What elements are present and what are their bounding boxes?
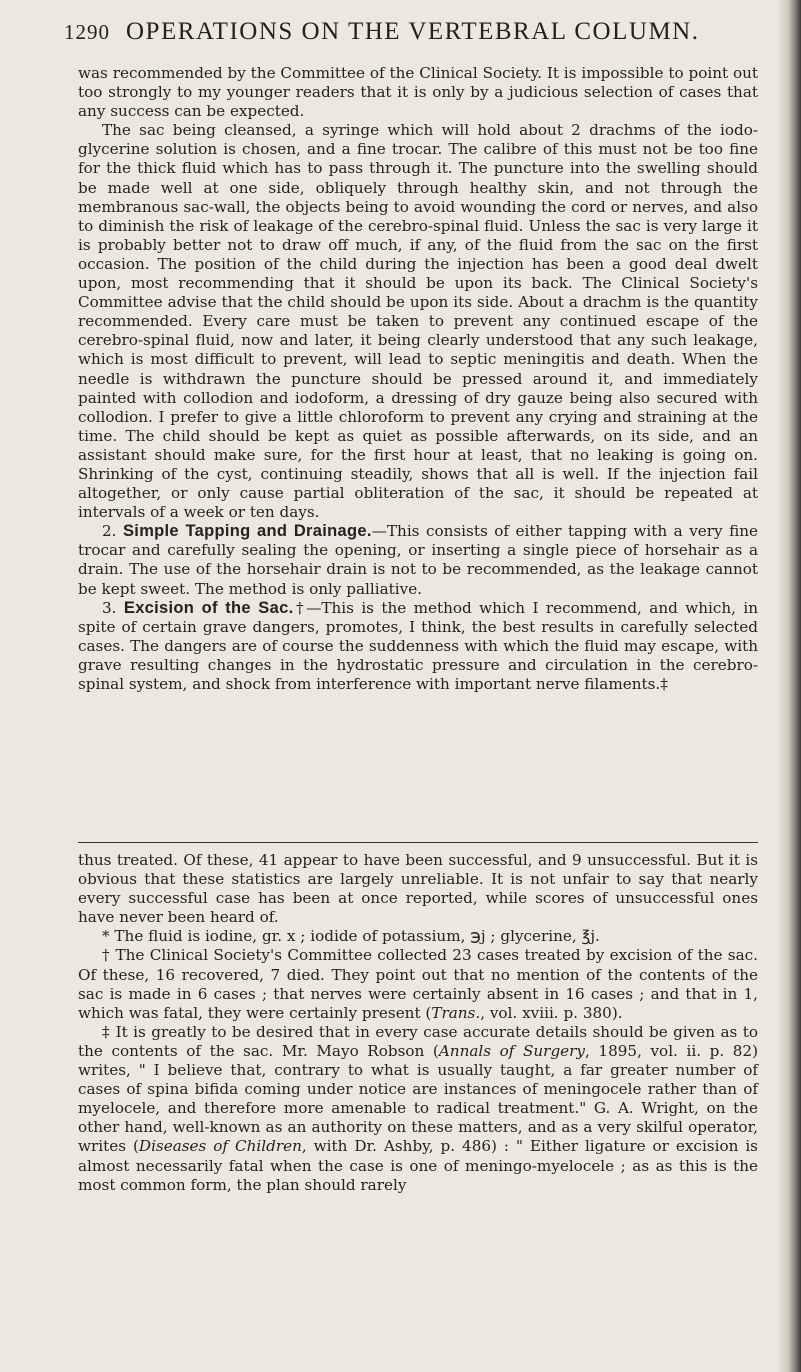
- section-heading: Simple Tapping and Drainage.: [123, 522, 372, 541]
- running-title: OPERATIONS ON THE VERTEBRAL COLUMN.: [126, 18, 700, 45]
- page-number: 1290: [64, 20, 110, 44]
- paragraph: [78, 522, 758, 598]
- footnote-text: † The Clinical Society's Committee collected 23 cases treated by excision of the sac. Of these, 16 recovered, 7 died. They point out that no mention of the contents of the sac is made in 6 cases ; that nerves were certainly absent in 16 cases ; and that in 1, which was fatal, they were certainly present (: [78, 946, 758, 1022]
- item-number: 2.: [102, 522, 117, 541]
- item-number: 3.: [102, 598, 117, 617]
- footnote-text: , with Dr. Ashby, p. 486) : " Either ligature or excision is almost necessarily fatal when the case is one of meningo-myelocele ; as as this is the most common form, the plan should rarely: [78, 1137, 758, 1194]
- footnote: thus treated. Of these, 41 appear to have been successful, and 9 unsuccessful. But it is obvious that these statistics are largely unreliable. It is not unfair to say that nearly every successful case has been at once reported, while scores of unsuccessful ones have never been heard of.: [78, 851, 758, 927]
- paragraph: The sac being cleansed, a syringe which will hold about 2 drachms of the iodo-glycerine solution is chosen, and a fine trocar. The calibre of this must not be too fine for the thick fluid which has to pass through it. The puncture into the swelling should be made well at one side, obliquely through healthy skin, and not through the membranous sac-wall, the objects being to avoid wounding the cord or nerves, and also to diminish the risk of leakage of the cerebro-spinal fluid. Unless the sac is very large it is probably better not to draw off much, if any, of the fluid from the sac on the first occasion. The position of the child during the injection has been a good deal dwelt upon, most recommending that it should be upon its back. The Clinical Society's Committee advise that the child should be upon its side. About a drachm is the quantity recommended. Every care must be taken to prevent any continued escape of the cerebro-spinal fluid, now and later, it being clearly understood that any such leakage, which is most difficult to prevent, will lead to septic meningitis and death. When the needle is withdrawn the puncture should be pressed around it, and immediately painted with collodion and iodoform, a dressing of dry gauze being also secured with collodion. I prefer to give a little chloroform to prevent any crying and straining at the time. The child should be kept as quiet as possible afterwards, on its side, and an assistant should make sure, for the first hour at least, that no leaking is going on. Shrinking of the cyst, continuing steadily, shows that all is well. If the injection fail altogether, or only cause partial obliteration of the sac, it should be repeated at intervals of a week or ten days.: [78, 121, 758, 522]
- footnote-divider: [78, 842, 758, 843]
- paragraph: [78, 599, 758, 694]
- citation-title: Diseases of Children: [138, 1137, 302, 1156]
- footnote: * The fluid is iodine, gr. x ; iodide of potassium, ℈j ; glycerine, ℥j.: [102, 927, 600, 946]
- paragraph: was recommended by the Committee of the Clinical Society. It is impossible to point out too strongly to my younger readers that it is only by a judicious selection of cases that any success can be expected.: [78, 64, 758, 121]
- paragraph-text: —This is the method which I recommend, and which, in spite of certain grave dangers, promotes, I think, the best results in carefully selected cases. The dangers are of course the suddenness with which the fluid may escape, with grave resulting changes in the hydrostatic pressure and circulation in the cerebro-spinal system, and shock from interference with important nerve filaments.: [78, 598, 758, 693]
- footnote: [78, 946, 758, 1022]
- footnote-text: ‡ It is greatly to be desired that in every case accurate details should be given as to the contents of the sac. Mr. Mayo Robson (: [78, 1022, 758, 1060]
- footnote-mark: ‡: [660, 675, 668, 693]
- citation-title: Annals of Surgery: [438, 1041, 585, 1060]
- footnotes: [78, 851, 758, 1195]
- footnote-text: , 1895, vol. ii. p. 82) writes, " I believe that, contrary to what is usually taught, a far greater number of cases of spina bifida coming under notice are instances of meningocele rather than of myelocele, and therefore more amenable to radical treatment." G. A. Wright, on the other hand, well-known as an authority on these matters, and as a very skilful operator, writes (: [78, 1041, 758, 1156]
- page-edge-shadow: [779, 0, 801, 1372]
- page-header: [64, 10, 744, 50]
- footnote: [78, 1023, 758, 1195]
- paragraph-text: —This consists of either tapping with a very fine trocar and carefully sealing the opening, or inserting a single piece of horsehair as a drain. The use of the horsehair drain is not to be recommended, as the leakage cannot be kept sweet. The method is only palliative.: [78, 522, 758, 598]
- section-heading: Excision of the Sac.: [123, 598, 294, 617]
- citation-title: Trans.: [431, 1003, 481, 1022]
- main-text: [78, 64, 758, 694]
- footnote-text: , vol. xviii. p. 380).: [480, 1003, 623, 1022]
- footnote-mark: †: [293, 598, 307, 617]
